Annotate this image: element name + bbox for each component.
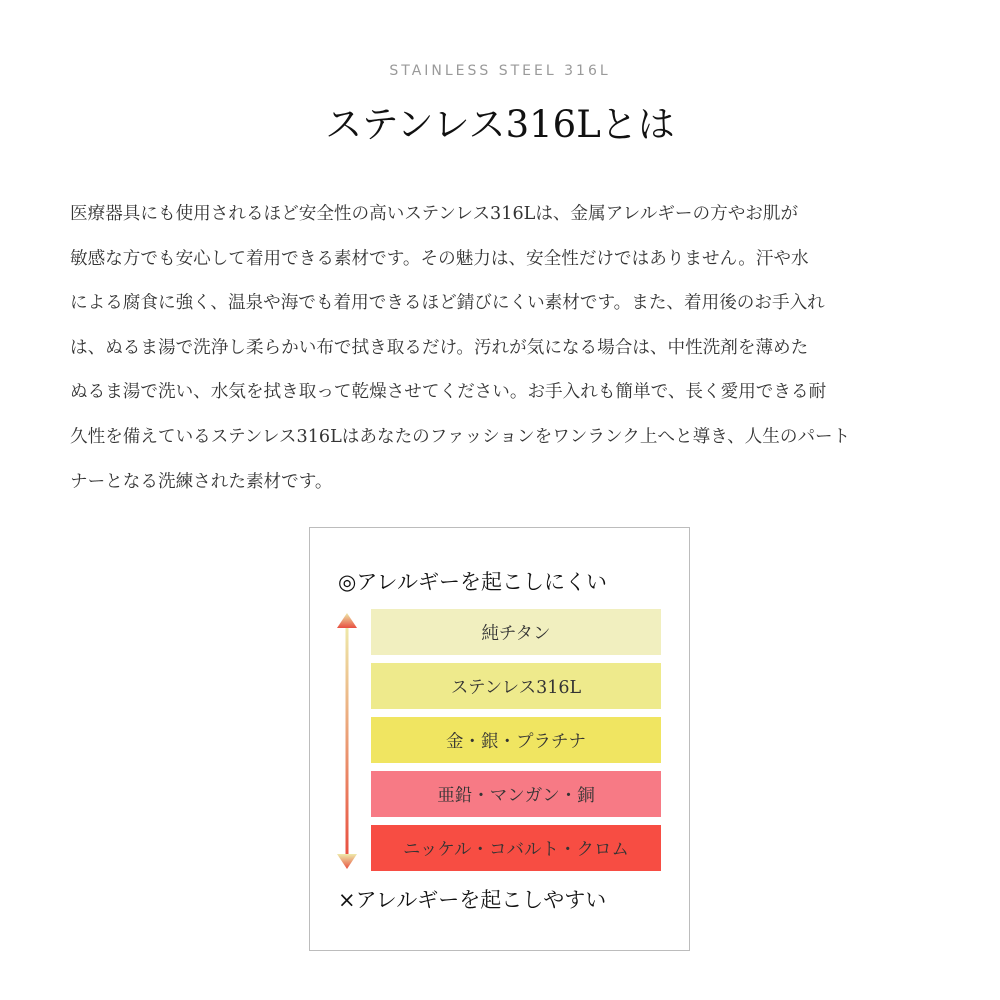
description-line: は、ぬるま湯で洗浄し柔らかい布で拭き取るだけ。汚れが気になる場合は、中性洗剤を薄めた [70,337,809,358]
rank-bar-gold-silver-platinum [371,717,661,763]
rank-label: 亜鉛・マンガン・銅 [437,785,595,806]
rank-label: 純チタン [481,623,551,644]
description-line: ナーとなる洗練された素材です。 [70,471,333,492]
description-line: ぬるま湯で洗い、水気を拭き取って乾燥させてください。お手入れも簡単で、長く愛用できる耐 [70,382,827,403]
allergy-scale-panel [309,527,690,951]
high-allergy-label: ×アレルギーを起こしやすい [338,888,607,912]
rank-label: ステンレス316L [450,677,582,698]
description-line: 敏感な方でも安心して着用できる素材です。その魅力は、安全性だけではありません。汗や水 [70,248,809,269]
description-paragraph [70,192,936,504]
low-allergy-label: ◎アレルギーを起こしにくい [338,570,607,594]
page-title: ステンレス316Lとは [325,103,675,146]
rank-bar-zinc-manganese-copper [371,771,661,817]
allergy-rank-list [371,609,661,879]
rank-bar-pure-titanium [371,609,661,655]
section-eyebrow: STAINLESS STEEL 316L [389,63,611,79]
rank-label: 金・銀・プラチナ [446,731,586,752]
rank-bar-stainless-316l [371,663,661,709]
rank-bar-nickel-cobalt-chrome [371,825,661,871]
description-line: 医療器具にも使用されるほど安全性の高いステンレス316Lは、金属アレルギーの方やお肌が [70,204,799,224]
description-line: 久性を備えているステンレス316Lはあなたのファッションをワンランク上へと導き、人生のパート [70,426,851,447]
description-line: による腐食に強く、温泉や海でも着用できるほど錆びにくい素材です。また、着用後のお手入れ [70,293,825,314]
rank-label: ニッケル・コバルト・クロム [403,839,629,860]
allergy-scale-arrow-icon [336,613,358,869]
